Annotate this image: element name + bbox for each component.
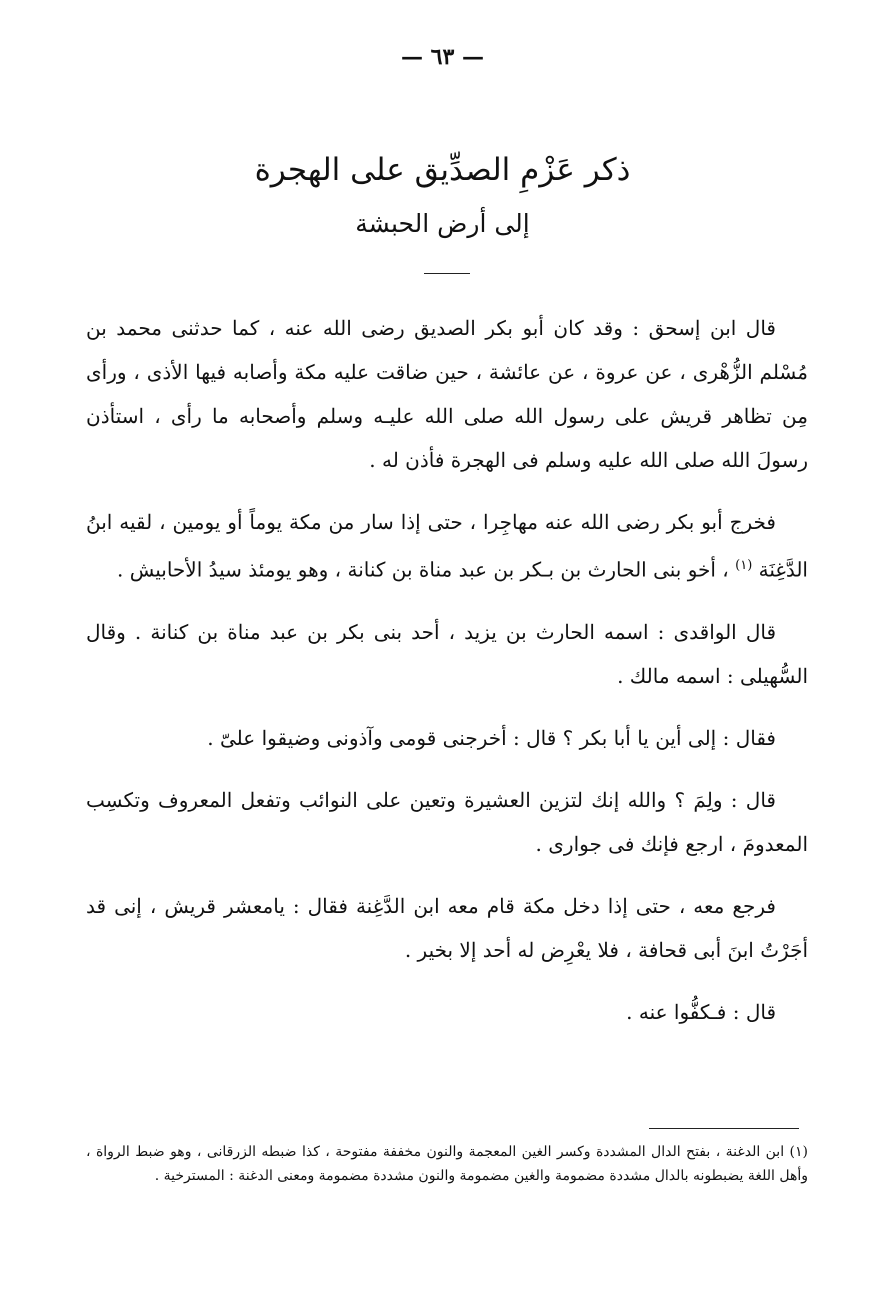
footnote bbox=[86, 1140, 808, 1188]
footnote-divider bbox=[649, 1128, 799, 1129]
paragraph-5: قال : ولِمَ ؟ والله إنك لتزين العشيرة وتعين على النوائب وتفعل المعروف وتكسِب المعدومَ ، ارجع فإنك فى جوارى . bbox=[86, 787, 808, 856]
paragraph-1: قال ابن إسحق : وقد كان أبو بكر الصديق رضى الله عنه ، كما حدثنى محمد بن مُسْلم الزُّهْرى ، عن عروة ، عن عائشة ، حين ضاقت عليه مكة وأصابه فيها الأذى ، ورأى مِن تظاهر قريش على رسول الله صلى الله عليـه وسلم وأصحابه ما رأى ، استأذن رسولَ الله صلى الله عليه وسلم فى الهجرة فأذن له . bbox=[86, 316, 808, 472]
title-divider bbox=[424, 273, 470, 274]
footnote-text: (١) ابن الدغنة ، بفتح الدال المشددة وكسر الغين المعجمة والنون مخففة مفتوحة ، كذا ضبطه الزرقانى ، وهو ضبط الرواة ، وأهل اللغة يضبطونه بالدال مشددة مضمومة والغين مضمومة والنون مشددة مضمومة ومعنى الدغنة : المسترخية . bbox=[86, 1144, 808, 1184]
paragraph-2-head: فخرج أبو بكر رضى الله عنه مهاجِرا ، حتى إذا سار من مكة يوماً أو يومين ، لقيه ابنُ الدَّغِنَة bbox=[86, 510, 808, 582]
paragraph-2 bbox=[86, 500, 808, 592]
chapter-title: ذكر عَزْمِ الصدِّيق على الهجرة bbox=[254, 152, 631, 188]
paragraph-4: فقال : إلى أين يا أبا بكر ؟ قال : أخرجنى قومى وآذونى وضيقوا علىّ . bbox=[207, 725, 776, 750]
footnote-marker: (١) bbox=[735, 558, 753, 573]
paragraph-2-tail: ، أخو بنى الحارث بن بـكر بن عبد مناة بن كنانة ، وهو يومئذ سيدُ الأحابيش . bbox=[117, 557, 729, 582]
paragraph-7: قال : فـكفُّوا عنه . bbox=[626, 999, 776, 1024]
paragraph-6: فرجع معه ، حتى إذا دخل مكة قام معه ابن الدَّغِنة فقال : يامعشر قريش ، إنى قد أجَرْتُ ابنَ أبى قحافة ، فلا يعْرِض له أحد إلا بخير . bbox=[86, 893, 808, 962]
paragraph-3: قال الواقدى : اسمه الحارث بن يزيد ، أحد بنى بكر بن عبد مناة بن كنانة . وقال السُّهيلى : اسمه مالك . bbox=[86, 619, 808, 688]
page-number: — ٦٣ — bbox=[401, 44, 484, 70]
chapter-subtitle: إلى أرض الحبشة bbox=[355, 209, 530, 238]
body-text bbox=[86, 306, 808, 1052]
